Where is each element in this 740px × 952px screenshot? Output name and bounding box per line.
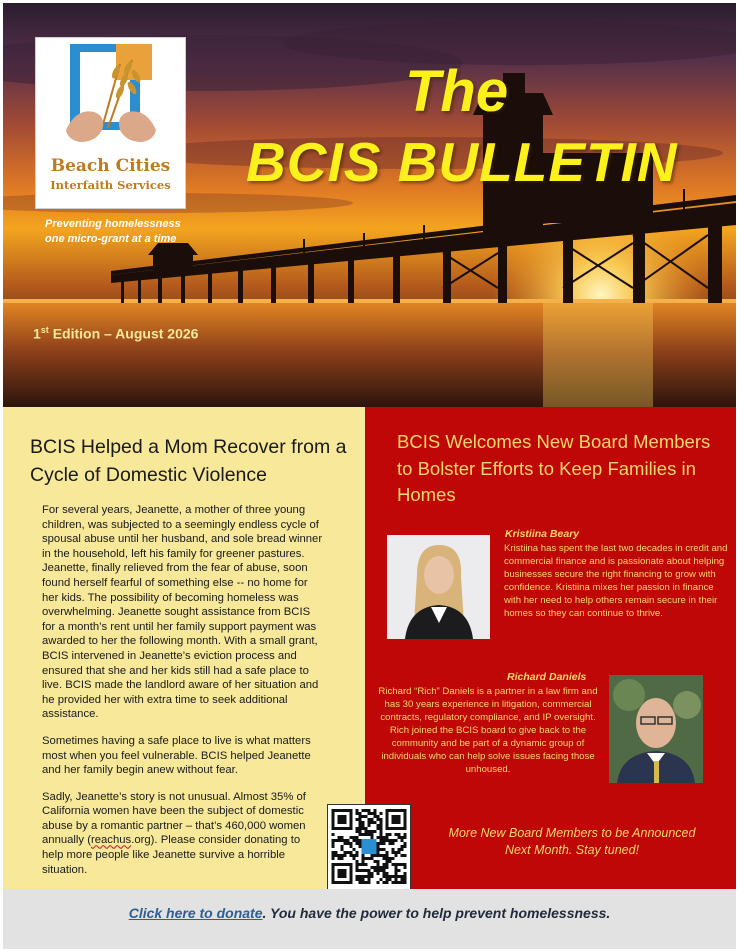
- qr-module: [371, 872, 374, 875]
- qr-module: [332, 842, 335, 845]
- qr-module: [365, 857, 368, 860]
- qr-module: [383, 836, 386, 839]
- qr-module: [404, 845, 407, 848]
- qr-module: [383, 857, 386, 860]
- qr-module: [377, 827, 380, 830]
- qr-module: [383, 875, 386, 878]
- right-headline: BCIS Welcomes New Board Members to Bolster Efforts to Keep Families in Homes: [397, 431, 711, 505]
- qr-module: [380, 848, 383, 851]
- qr-module: [374, 860, 377, 863]
- qr-module: [350, 851, 353, 854]
- qr-module: [377, 848, 380, 851]
- qr-module: [362, 875, 365, 878]
- tagline-line2: one micro-grant at a time: [45, 233, 177, 245]
- qr-module: [380, 821, 383, 824]
- qr-module: [332, 833, 335, 836]
- qr-module: [380, 812, 383, 815]
- qr-module: [365, 815, 368, 818]
- article-paragraph: [42, 790, 324, 878]
- qr-module: [371, 857, 374, 860]
- qr-module: [398, 881, 401, 884]
- qr-module: [395, 839, 398, 842]
- qr-module: [338, 836, 341, 839]
- qr-module: [371, 854, 374, 857]
- qr-module: [383, 869, 386, 872]
- qr-module: [365, 869, 368, 872]
- qr-module: [371, 875, 374, 878]
- qr-module: [359, 830, 362, 833]
- qr-module: [401, 875, 404, 878]
- qr-module: [356, 827, 359, 830]
- qr-module: [341, 839, 344, 842]
- qr-module: [356, 842, 359, 845]
- qr-module: [338, 857, 341, 860]
- left-article-body: [42, 503, 324, 889]
- qr-module: [395, 875, 398, 878]
- hands-wheat-logo-icon: [36, 38, 185, 153]
- qr-module: [368, 857, 371, 860]
- qr-module: [374, 821, 377, 824]
- qr-module: [362, 863, 365, 866]
- right-article: [365, 407, 736, 889]
- qr-module: [356, 818, 359, 821]
- qr-module: [377, 854, 380, 857]
- qr-module: [377, 815, 380, 818]
- qr-module: [344, 839, 347, 842]
- qr-module: [365, 827, 368, 830]
- qr-module: [374, 866, 377, 869]
- qr-module: [374, 812, 377, 815]
- qr-module: [383, 863, 386, 866]
- qr-module: [389, 833, 392, 836]
- qr-module: [365, 875, 368, 878]
- qr-module: [347, 842, 350, 845]
- qr-module: [404, 842, 407, 845]
- qr-finder: [338, 869, 347, 878]
- qr-module: [350, 842, 353, 845]
- qr-module: [338, 839, 341, 842]
- qr-finder: [392, 815, 401, 824]
- qr-module: [332, 854, 335, 857]
- qr-module: [341, 857, 344, 860]
- qr-module: [386, 857, 389, 860]
- qr-code-icon[interactable]: [327, 804, 411, 890]
- qr-module: [383, 872, 386, 875]
- qr-module: [386, 833, 389, 836]
- qr-module: [368, 881, 371, 884]
- qr-finder: [338, 815, 347, 824]
- qr-module: [359, 839, 362, 842]
- qr-module: [383, 866, 386, 869]
- qr-module: [392, 857, 395, 860]
- qr-module: [353, 857, 356, 860]
- qr-module: [341, 854, 344, 857]
- qr-module: [404, 833, 407, 836]
- qr-module: [371, 812, 374, 815]
- qr-module: [362, 857, 365, 860]
- qr-module: [377, 863, 380, 866]
- qr-module: [359, 878, 362, 881]
- qr-module: [389, 875, 392, 878]
- qr-module: [404, 863, 407, 866]
- qr-module: [335, 854, 338, 857]
- kristiina-bio: Kristiina has spent the last two decades in credit and commercial finance and is passionate about helping businesses secure the right financing to grow with confidence. Kristiina mixes her passion in finance with her need to help others remain secure in their homes so they can continue to thrive.: [504, 543, 728, 619]
- title-the: The: [405, 59, 509, 124]
- qr-module: [383, 842, 386, 845]
- footer-bar: [3, 889, 736, 949]
- qr-module: [383, 848, 386, 851]
- qr-module: [356, 878, 359, 881]
- footer-message: [3, 905, 736, 921]
- qr-module: [392, 842, 395, 845]
- qr-module: [389, 839, 392, 842]
- qr-module: [392, 851, 395, 854]
- paragraph-text: .org). Please consider donating to help more people like Jeanette survive a horrible situation.: [42, 834, 301, 876]
- qr-module: [371, 818, 374, 821]
- qr-module: [386, 875, 389, 878]
- qr-module: [377, 881, 380, 884]
- bcis-logo: [35, 37, 186, 209]
- qr-module: [380, 830, 383, 833]
- qr-module: [386, 881, 389, 884]
- qr-module: [353, 839, 356, 842]
- qr-module: [362, 860, 365, 863]
- qr-module: [401, 839, 404, 842]
- qr-module: [374, 815, 377, 818]
- richard-portrait: [609, 675, 703, 783]
- kristiina-name: Kristiina Beary: [505, 528, 580, 540]
- qr-module: [332, 845, 335, 848]
- qr-module: [332, 857, 335, 860]
- qr-module: [368, 824, 371, 827]
- qr-module: [359, 824, 362, 827]
- qr-module: [344, 842, 347, 845]
- qr-module: [374, 830, 377, 833]
- qr-module: [335, 839, 338, 842]
- qr-module: [395, 851, 398, 854]
- qr-module: [398, 836, 401, 839]
- qr-module: [395, 866, 398, 869]
- qr-module: [386, 854, 389, 857]
- qr-module: [371, 821, 374, 824]
- qr-module: [356, 854, 359, 857]
- qr-module: [398, 875, 401, 878]
- edition-date: Edition – August 2026: [48, 325, 199, 342]
- qr-module: [380, 869, 383, 872]
- qr-module: [356, 830, 359, 833]
- qr-module: [362, 881, 365, 884]
- qr-module: [377, 872, 380, 875]
- qr-module: [389, 857, 392, 860]
- qr-module: [341, 845, 344, 848]
- qr-module: [374, 854, 377, 857]
- qr-module: [362, 824, 365, 827]
- header-banner: [3, 3, 736, 407]
- qr-module: [365, 881, 368, 884]
- qr-module: [389, 878, 392, 881]
- qr-module: [404, 872, 407, 875]
- qr-module: [392, 863, 395, 866]
- qr-module: [386, 860, 389, 863]
- qr-module: [401, 845, 404, 848]
- qr-module: [356, 860, 359, 863]
- qr-module: [368, 833, 371, 836]
- tagline: [45, 217, 181, 247]
- qr-module: [386, 866, 389, 869]
- qr-module: [350, 836, 353, 839]
- qr-module: [368, 809, 371, 812]
- qr-module: [404, 866, 407, 869]
- qr-module: [359, 863, 362, 866]
- qr-module: [335, 851, 338, 854]
- edition-suffix: st: [40, 325, 49, 335]
- qr-module: [380, 827, 383, 830]
- paragraph-text: Sadly, Jeanette’s story is not unusual. Almost 35% of California women have been the subject of domestic abuse by a romantic partner – that’s 460,000 women annually (: [42, 790, 306, 847]
- logo-name-line1: Beach Cities: [50, 156, 171, 176]
- qr-module: [395, 869, 398, 872]
- qr-module: [401, 878, 404, 881]
- qr-module: [371, 836, 374, 839]
- qr-center-logo: [362, 839, 377, 854]
- qr-module: [350, 854, 353, 857]
- left-headline: BCIS Helped a Mom Recover from a Cycle of Domestic Violence: [30, 436, 347, 486]
- edition-label: [33, 325, 198, 342]
- qr-module: [383, 881, 386, 884]
- qr-module: [356, 812, 359, 815]
- qr-module: [344, 854, 347, 857]
- qr-module: [392, 848, 395, 851]
- richard-bio: Richard “Rich” Daniels is a partner in a law firm and has 30 years experience in litigation, commercial contracts, regulatory compliance, and IP oversight. Rich joined the BCIS board to give back to the community and be part of a dynamic group of individuals who can help solve issues facing those unhoused.: [378, 686, 598, 775]
- qr-module: [341, 848, 344, 851]
- qr-module: [368, 812, 371, 815]
- qr-module: [404, 875, 407, 878]
- qr-module: [332, 851, 335, 854]
- qr-module: [398, 869, 401, 872]
- article-paragraph: For several years, Jeanette, a mother of three young children, was subjected to a seemingly endless cycle of spousal abuse until her husband, and sole bread winner in the household, left his family for greener pastures. Jeanette, finally relieved from the fear of abuse, soon found herself fearful of something else -- no home for her kids. The possibility of becoming homeless was overwhelming. Jeanette sought assistance from BCIS for a month’s rent until her family support payment was awarded to her the following month. With a small grant, BCIS intervened in Jeanette’s eviction process and ensured that she and her kids still had a safe place to live. BCIS made the landlord aware of her situation and he provided her with extra time to seek additional assistance.: [42, 504, 323, 721]
- qr-module: [398, 833, 401, 836]
- qr-module: [380, 836, 383, 839]
- donate-link[interactable]: Click here to donate: [128, 905, 263, 921]
- qr-module: [365, 809, 368, 812]
- qr-module: [359, 818, 362, 821]
- qr-module: [395, 881, 398, 884]
- qr-module: [359, 875, 362, 878]
- qr-module: [395, 833, 398, 836]
- qr-module: [368, 830, 371, 833]
- qr-module: [386, 836, 389, 839]
- article-paragraph: Sometimes having a safe place to live is what matters most when you feel vulnerable. BCIS helped Jeanette and her family begin anew without fear.: [42, 734, 311, 777]
- qr-module: [386, 839, 389, 842]
- qr-module: [401, 863, 404, 866]
- qr-module: [347, 839, 350, 842]
- qr-module: [362, 854, 365, 857]
- title-bulletin: BCIS BULLETIN: [246, 131, 678, 193]
- qr-module: [359, 869, 362, 872]
- qr-module: [332, 839, 335, 842]
- qr-module: [401, 854, 404, 857]
- qr-module: [356, 851, 359, 854]
- qr-module: [395, 854, 398, 857]
- tagline-line1: Preventing homelessness: [45, 218, 181, 230]
- qr-module: [362, 833, 365, 836]
- qr-module: [368, 872, 371, 875]
- qr-module: [383, 854, 386, 857]
- qr-module: [362, 827, 365, 830]
- qr-module: [359, 827, 362, 830]
- qr-module: [353, 848, 356, 851]
- qr-module: [362, 878, 365, 881]
- qr-module: [380, 854, 383, 857]
- qr-module: [377, 869, 380, 872]
- qr-module: [359, 833, 362, 836]
- qr-module: [365, 863, 368, 866]
- qr-module: [368, 875, 371, 878]
- qr-module: [356, 866, 359, 869]
- qr-module: [362, 869, 365, 872]
- qr-module: [371, 830, 374, 833]
- qr-module: [356, 869, 359, 872]
- logo-name-line2: Interfaith Services: [50, 178, 171, 192]
- qr-module: [404, 854, 407, 857]
- qr-module: [359, 881, 362, 884]
- qr-module: [359, 845, 362, 848]
- qr-module: [389, 842, 392, 845]
- qr-module: [401, 881, 404, 884]
- qr-module: [380, 839, 383, 842]
- qr-module: [377, 818, 380, 821]
- qr-module: [338, 854, 341, 857]
- qr-module: [395, 878, 398, 881]
- qr-module: [368, 878, 371, 881]
- qr-module: [404, 836, 407, 839]
- qr-module: [386, 872, 389, 875]
- qr-module: [368, 869, 371, 872]
- qr-module: [365, 830, 368, 833]
- qr-module: [377, 866, 380, 869]
- qr-module: [368, 818, 371, 821]
- qr-module: [386, 851, 389, 854]
- qr-module: [359, 815, 362, 818]
- qr-module: [398, 851, 401, 854]
- qr-module: [356, 839, 359, 842]
- kristiina-portrait: [387, 535, 490, 639]
- qr-module: [380, 866, 383, 869]
- qr-module: [404, 881, 407, 884]
- qr-module: [386, 878, 389, 881]
- qr-module: [404, 878, 407, 881]
- qr-module: [401, 848, 404, 851]
- qr-module: [401, 836, 404, 839]
- qr-module: [356, 875, 359, 878]
- qr-module: [362, 815, 365, 818]
- qr-module: [353, 854, 356, 857]
- qr-module: [341, 836, 344, 839]
- qr-module: [356, 863, 359, 866]
- qr-module: [380, 842, 383, 845]
- qr-module: [356, 836, 359, 839]
- qr-module: [377, 824, 380, 827]
- qr-module: [350, 845, 353, 848]
- qr-module: [359, 842, 362, 845]
- qr-module: [353, 836, 356, 839]
- qr-module: [368, 821, 371, 824]
- qr-module: [386, 863, 389, 866]
- more-members-note: More New Board Members to be Announced Next Month. Stay tuned!: [448, 826, 696, 857]
- qr-module: [395, 872, 398, 875]
- qr-module: [344, 851, 347, 854]
- qr-module: [392, 875, 395, 878]
- edition-number: 1: [33, 325, 41, 342]
- left-article: [3, 407, 365, 889]
- qr-module: [377, 842, 380, 845]
- qr-module: [365, 833, 368, 836]
- qr-module: [362, 821, 365, 824]
- kristiina-photo: [387, 535, 490, 639]
- qr-module: [380, 818, 383, 821]
- qr-code-graphic: [328, 805, 410, 889]
- qr-module: [395, 863, 398, 866]
- qr-module: [359, 812, 362, 815]
- qr-module: [371, 833, 374, 836]
- qr-module: [377, 860, 380, 863]
- qr-module: [380, 878, 383, 881]
- qr-module: [362, 809, 365, 812]
- richard-photo: [609, 675, 703, 783]
- qr-module: [347, 851, 350, 854]
- qr-module: [377, 851, 380, 854]
- qr-module: [398, 848, 401, 851]
- qr-module: [389, 860, 392, 863]
- qr-module: [377, 836, 380, 839]
- qr-module: [392, 839, 395, 842]
- footer-tagline: . You have the power to help prevent homelessness.: [262, 905, 611, 921]
- qr-module: [398, 863, 401, 866]
- qr-module: [371, 866, 374, 869]
- qr-module: [380, 833, 383, 836]
- qr-module: [359, 821, 362, 824]
- qr-module: [374, 809, 377, 812]
- qr-module: [392, 881, 395, 884]
- qr-module: [383, 839, 386, 842]
- reachus-link-text: reachus: [90, 834, 132, 847]
- qr-module: [377, 845, 380, 848]
- richard-name: Richard Daniels: [507, 671, 587, 683]
- qr-module: [356, 809, 359, 812]
- qr-module: [380, 824, 383, 827]
- qr-module: [374, 869, 377, 872]
